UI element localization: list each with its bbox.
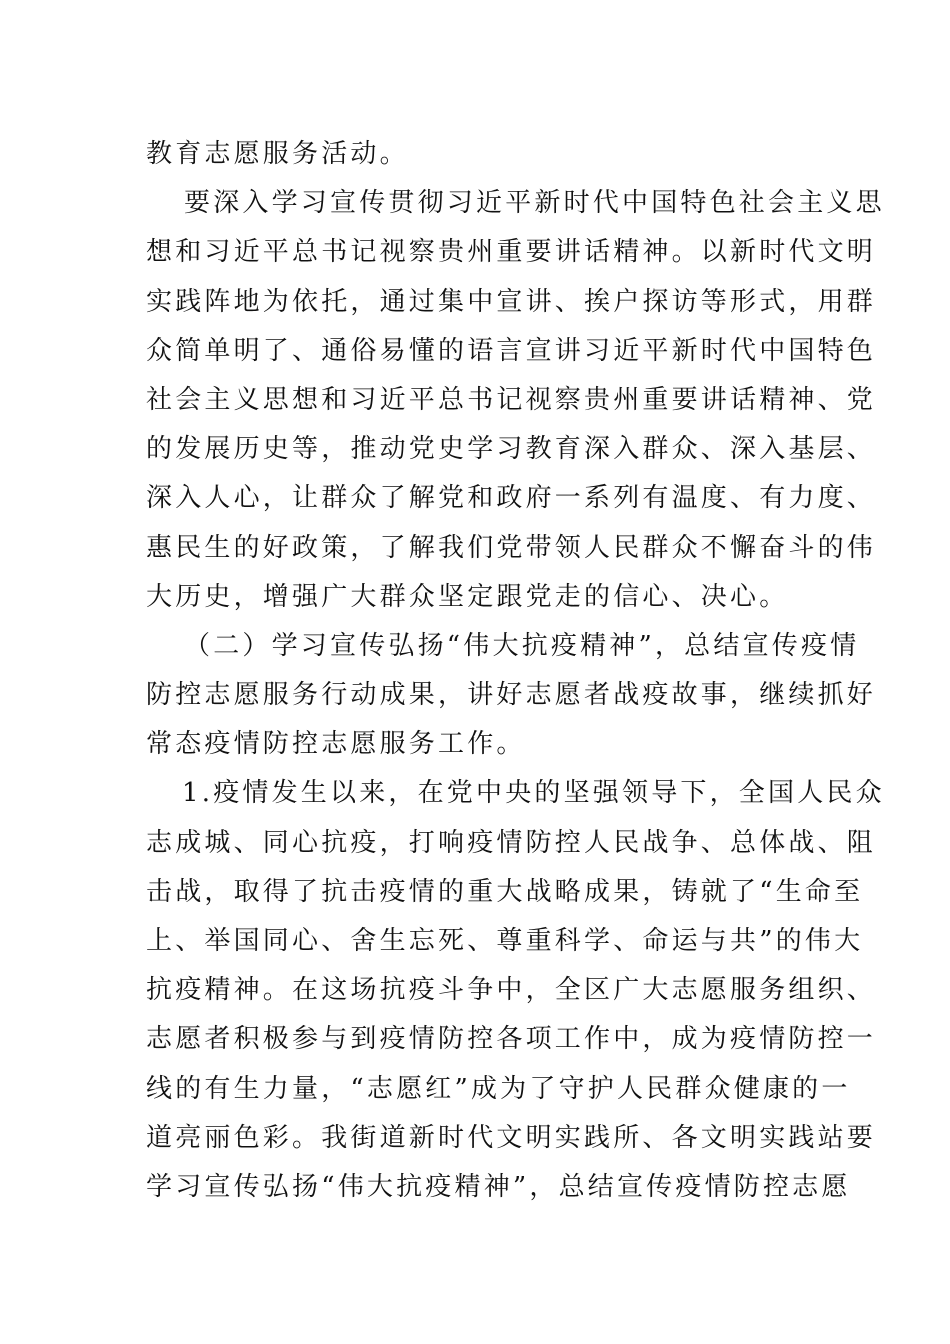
text-line: 志愿者积极参与到疫情防控各项工作中，成为疫情防控一: [146, 1024, 877, 1055]
text-line: 实践阵地为依托，通过集中宣讲、挨户探访等形式，用群: [146, 286, 877, 317]
text-line: 要深入学习宣传贯彻习近平新时代中国特色社会主义思: [184, 188, 885, 219]
text-line: 深入人心，让群众了解党和政府一系列有温度、有力度、: [146, 483, 877, 514]
text-line: 1.疫情发生以来，在党中央的坚强领导下，全国人民众: [182, 778, 885, 809]
text-line: 惠民生的好政策，了解我们党带领人民群众不懈奋斗的伟: [146, 532, 877, 563]
text-line: 教育志愿服务活动。: [146, 139, 409, 169]
text-line: 道亮丽色彩。我街道新时代文明实践所、各文明实践站要: [146, 1122, 877, 1153]
text-line: 线的有生力量，“志愿红”成为了守护人民群众健康的一: [146, 1073, 851, 1104]
text-line: 学习宣传弘扬“伟大抗疫精神”，总结宣传疫情防控志愿: [146, 1171, 851, 1202]
section-heading-line: （二）学习宣传弘扬“伟大抗疫精神”，总结宣传疫情: [184, 630, 860, 661]
text-line: 众简单明了、通俗易懂的语言宣讲习近平新时代中国特色: [146, 335, 877, 366]
section-heading-line: 防控志愿服务行动成果，讲好志愿者战疫故事，继续抓好: [146, 680, 877, 711]
body-text: [146, 130, 885, 1212]
text-line: 击战，取得了抗击疫情的重大战略成果，铸就了“生命至: [146, 876, 864, 907]
text-line: 的发展历史等，推动党史学习教育深入群众、深入基层、: [146, 434, 877, 465]
text-line: 大历史，增强广大群众坚定跟党走的信心、决心。: [146, 581, 789, 612]
text-line: 志成城、同心抗疫，打响疫情防控人民战争、总体战、阻: [146, 827, 877, 858]
text-line: 上、举国同心、舍生忘死、尊重科学、命运与共”的伟大: [146, 926, 864, 956]
text-line: 社会主义思想和习近平总书记视察贵州重要讲话精神、党: [146, 384, 877, 415]
section-heading-line: 常态疫情防控志愿服务工作。: [146, 729, 526, 760]
text-line: 抗疫精神。在这场抗疫斗争中，全区广大志愿服务组织、: [146, 975, 877, 1006]
text-line: 想和习近平总书记视察贵州重要讲话精神。以新时代文明: [146, 237, 877, 268]
